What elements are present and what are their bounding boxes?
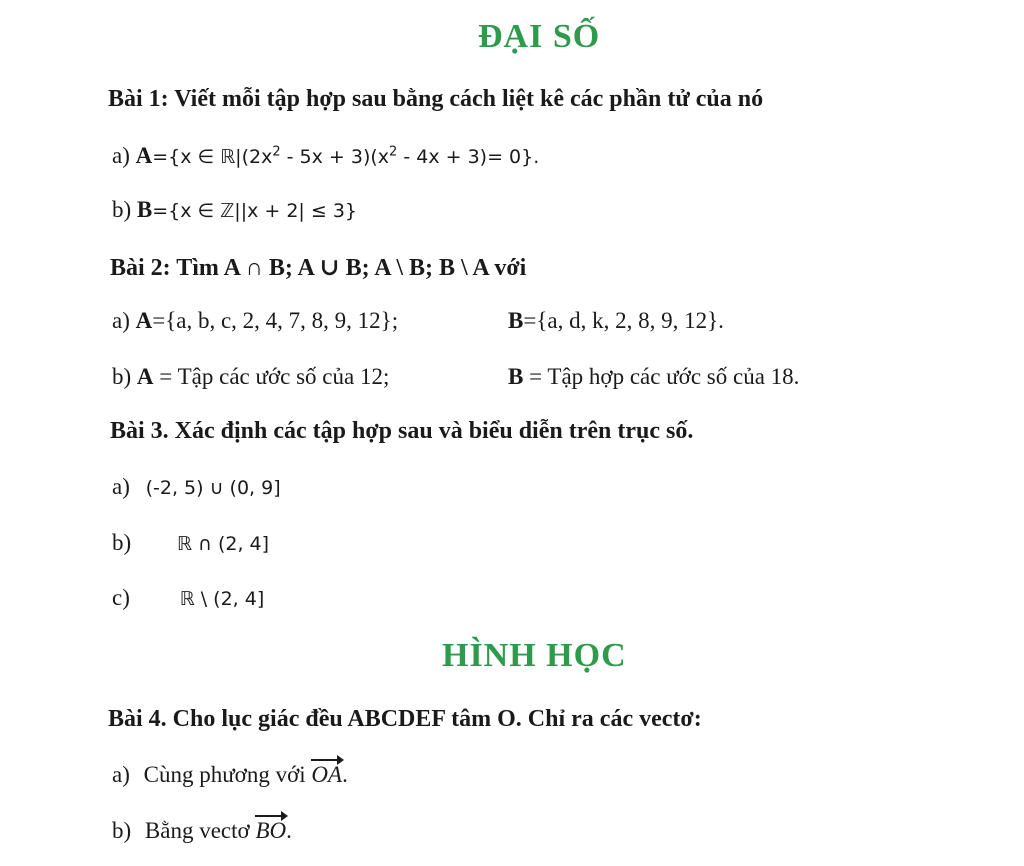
- set-name: A: [135, 143, 153, 168]
- set-name: B: [508, 364, 524, 389]
- set-name: A: [136, 364, 154, 389]
- problem-2-item-b-A: [112, 364, 389, 390]
- problem-2-item-a-B: [508, 308, 724, 334]
- problem-1-item-b: [112, 197, 357, 223]
- problem-4-item-a: a) Cùng phương với OA.: [112, 762, 348, 788]
- set-name: B: [508, 308, 524, 333]
- problem-1-item-a: [112, 143, 539, 169]
- set-expression: ={x ∈ $ℝ|(2x^2 - 5x + 3)(x^2 - 4x + 3)= 0$}.: [152, 144, 540, 168]
- vector-arrow-icon: [255, 815, 286, 817]
- set-name: B: [136, 197, 153, 222]
- vector-arrow-icon: [311, 759, 342, 761]
- set-expression: ={a, b, c, 2, 4, 7, 8, 9, 12};: [152, 308, 399, 333]
- problem-3-item-b: [112, 530, 269, 556]
- item-label: b): [112, 818, 132, 843]
- item-label: b): [112, 364, 132, 389]
- vector-BO: BO: [255, 818, 286, 844]
- set-expression: = Tập hợp các ước số của 18.: [523, 364, 800, 389]
- problem-4-heading: Bài 4. Cho lục giác đều ABCDEF tâm O. Chỉ ra các vectơ:: [108, 706, 702, 732]
- problem-2-item-b-B: [508, 364, 799, 390]
- item-label: a): [112, 762, 130, 787]
- section-title-geometry: HÌNH HỌC: [442, 637, 627, 674]
- item-label: b): [112, 197, 132, 222]
- problem-3-heading: Bài 3. Xác định các tập hợp sau và biểu diễn trên trục số.: [110, 418, 694, 444]
- set-expression: ℝ \ (2, 4]: [179, 588, 265, 610]
- item-text: Bằng vectơ: [144, 818, 256, 843]
- item-label: b): [112, 530, 132, 555]
- item-label: a): [112, 308, 130, 333]
- set-expression: = Tập các ước số của 12;: [153, 364, 390, 389]
- item-label: c): [112, 585, 130, 610]
- set-expression: ℝ ∩ (2, 4]: [176, 533, 270, 555]
- vector-OA: OA: [311, 762, 342, 788]
- set-name: A: [135, 308, 153, 333]
- problem-2-heading: Bài 2: Tìm A ∩ B; A ∪ B; A \ B; B \ A với: [110, 255, 527, 281]
- item-text: Cùng phương với: [143, 762, 312, 787]
- problem-3-item-c: [112, 585, 264, 611]
- section-title-algebra: ĐẠI SỐ: [478, 18, 601, 55]
- item-label: a): [112, 474, 130, 499]
- problem-4-item-b: b) Bằng vectơ BO.: [112, 818, 292, 844]
- set-expression: ={a, d, k, 2, 8, 9, 12}.: [523, 308, 724, 333]
- set-expression: ={x ∈ ℤ||x + 2| ≤ 3}: [152, 200, 358, 222]
- problem-1-heading: Bài 1: Viết mỗi tập hợp sau bằng cách liệt kê các phần tử của nó: [108, 86, 764, 112]
- set-expression: (-2, 5) ∪ (0, 9]: [145, 477, 281, 499]
- item-label: a): [112, 143, 130, 168]
- problem-3-item-a: [112, 474, 281, 500]
- problem-2-item-a-A: [112, 308, 398, 334]
